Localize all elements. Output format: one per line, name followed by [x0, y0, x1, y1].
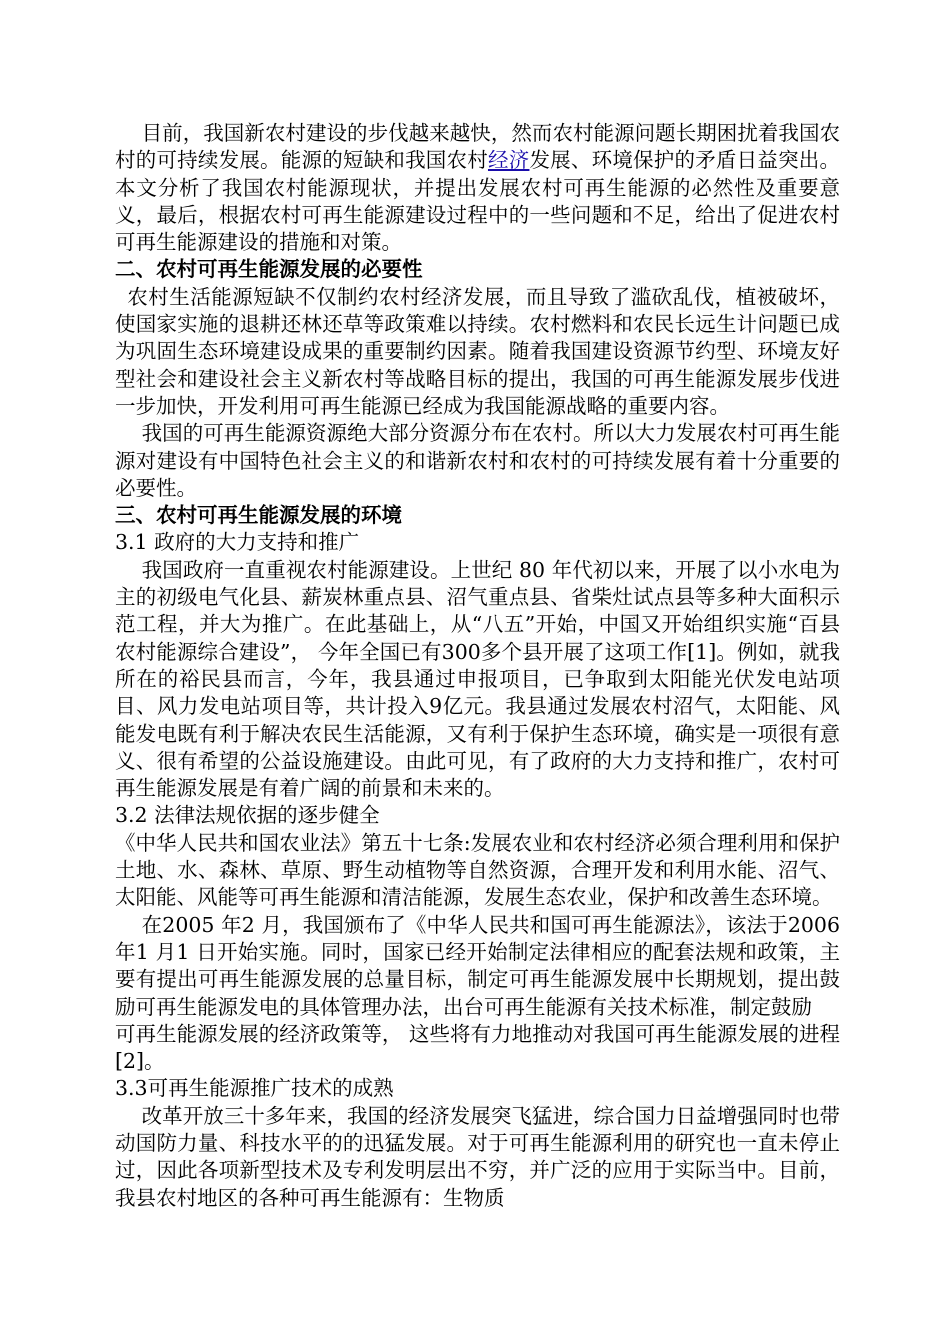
intro-paragraph — [115, 120, 840, 256]
subsection-3-2-heading: 3.2 法律法规依据的逐步健全 — [115, 803, 380, 828]
section-2-heading: 二、农村可再生能源发展的必要性 — [115, 257, 423, 282]
intro-text-after: 发展、环境保护的矛盾日益突出。本文分析了我国农村能源现状，并提出发展农村可再生能源的必然性及重要意义，最后，根据农村可再生能源建设过程中的一些问题和不足，给出了促进农村可再生能源建设的措施和对策。 — [115, 148, 841, 255]
subsection-3-1-paragraph: 我国政府一直重视农村能源建设。上世纪 80 年代初以来，开展了以小水电为主的初级电气化县、薪炭林重点县、沼气重点县、省柴灶试点县等多种大面积示范工程，并大为推广。在此基础上，从“八五”开始，中国又开始组织实施“百县农村能源综合建设”， 今年全国已有300多个县开展了这项工作[1]。例如，就我所在的裕民县而言，今年，我县通过申报项目，已争取到太阳能光伏发电站项目、风力发电站项目等，共计投入9亿元。我县通过发展农村沼气，太阳能、风能发电既有利于解决农民生活能源，又有利于保护生态环境，确实是一项很有意义、很有希望的公益设施建设。由此可见，有了政府的大力支持和推广，农村可再生能源发展是有着广阔的前景和未来的。 — [115, 557, 840, 801]
subsection-3-2-paragraph-3: 可再生能源发展的经济政策等， 这些将有力地推动对我国可再生能源发展的进程[2]。 — [115, 1021, 840, 1074]
subsection-3-1-heading: 3.1 政府的大力支持和推广 — [115, 530, 360, 555]
section-2-paragraph-2: 我国的可再生能源资源绝大部分资源分布在农村。所以大力发展农村可再生能源对建设有中国特色社会主义的和谐新农村和农村的可持续发展有着十分重要的必要性。 — [115, 421, 840, 500]
document-page — [115, 120, 840, 1212]
section-3-heading: 三、农村可再生能源发展的环境 — [115, 503, 402, 528]
subsection-3-3-heading: 3.3可再生能源推广技术的成熟 — [115, 1076, 394, 1101]
subsection-3-2-paragraph-1: 《中华人民共和国农业法》第五十七条:发展农业和农村经济必须合理利用和保护土地、水、森林、草原、野生动植物等自然资源，合理开发和利用水能、沼气、太阳能、风能等可再生能源和清洁能源，发展生态农业，保护和改善生态环境。 — [115, 830, 840, 910]
section-2-paragraph-1: 农村生活能源短缺不仅制约农村经济发展，而且导致了滥砍乱伐，植被破坏，使国家实施的退耕还林还草等政策难以持续。农村燃料和农民长远生计问题已成为巩固生态环境建设成果的重要制约因素。随着我国建设资源节约型、环境友好型社会和建设社会主义新农村等战略目标的提出，我国的可再生能源发展步伐进一步加快，开发利用可再生能源已经成为我国能源战略的重要内容。 — [115, 284, 840, 418]
economy-link[interactable]: 经济 — [487, 148, 530, 173]
intro-text-before: 目前，我国新农村建设的步伐越来越快，然而农村能源问题长期困扰着我国农村的可持续发展。能源的短缺和我国农村 — [115, 121, 840, 173]
subsection-3-3-paragraph: 改革开放三十多年来，我国的经济发展突飞猛进，综合国力日益增强同时也带动国防力量、科技水平的的迅猛发展。对于可再生能源利用的研究也一直未停止过，因此各项新型技术及专利发明层出不穷，并广泛的应用于实际当中。目前，我县农村地区的各种可再生能源有：生物质 — [115, 1103, 840, 1210]
subsection-3-2-paragraph-2: 在2005 年2 月，我国颁布了《中华人民共和国可再生能源法》，该法于2006年1 月1 日开始实施。同时，国家已经开始制定法律相应的配套法规和政策，主要有提出可再生能源发展的总量目标，制定可再生能源发展中长期规划，提出鼓励可再生能源发电的具体管理办法，出台可再生能源有关技术标准，制定鼓励 — [115, 912, 840, 1019]
